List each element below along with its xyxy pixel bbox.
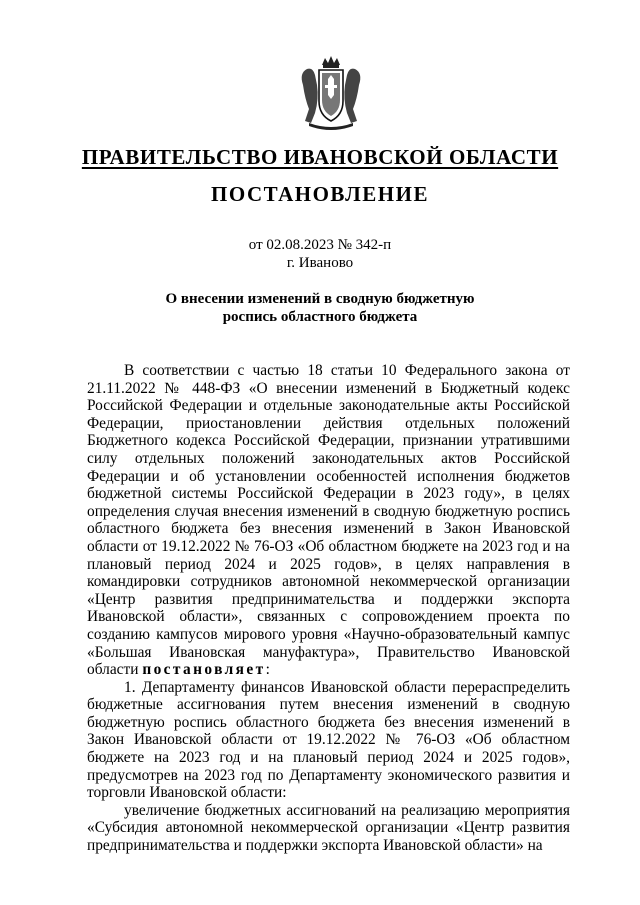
organization-name: ПРАВИТЕЛЬСТВО ИВАНОВСКОЙ ОБЛАСТИ: [81, 145, 559, 169]
document-date-number: от 02.08.2023 № 342-п: [248, 237, 392, 253]
document-type: ПОСТАНОВЛЕНИЕ: [211, 182, 429, 206]
coat-of-arms-icon: [295, 55, 367, 131]
document-body: [87, 362, 570, 855]
item-1-paragraph: 1. Департаменту финансов Ивановской области перераспределить бюджетные ассигнования путем внесения изменений в сводную бюджетную роспись областного бюджета без внесения изменений в Закон Ивановской области от 19.12.2022 № 76-ОЗ «Об областном бюджете на 2023 год и на плановый период 2024 и 2025 годов», предусмотрев на 2023 год по Департаменту экономического развития и торговли Ивановской области:: [87, 678, 570, 802]
decree-punctuation: :: [265, 661, 270, 679]
decree-word: постановляет: [142, 661, 266, 679]
document-title: О внесении изменений в сводную бюджетную роспись областного бюджета: [165, 291, 475, 325]
organization-title: [0, 144, 640, 170]
document-city: г. Иваново: [286, 255, 354, 271]
increase-paragraph: увеличение бюджетных ассигнований на реализацию мероприятия «Субсидия автономной некоммерческой организации «Центр развития предпринимательства и поддержки экспорта Ивановской области» на: [87, 801, 570, 855]
preamble-paragraph: [87, 362, 570, 679]
preamble-text: В соответствии с частью 18 статьи 10 Федерального закона от 21.11.2022 № 448-ФЗ «О внесении изменений в Бюджетный кодекс Российской Федерации и отдельные законодательные акты Российской Федерации, приостановлении действия отдельных положений Бюджетного кодекса Российской Федерации, признании утратившими силу отдельных положений законодательных актов Российской Федерации и об установлении особенностей исполнения бюджетов бюджетной системы Российской Федерации в 2023 году», в целях определения случая внесения изменений в сводную бюджетную роспись областного бюджета без внесения изменений в Закон Ивановской области от 19.12.2022 № 76-ОЗ «Об областном бюджете на 2023 год и на плановый период 2024 и 2025 годов», в целях направления в командировки сотрудников автономной некоммерческой организации «Центр развития предпринимательства и поддержки экспорта Ивановской области», связанных с сопровождением проекта по созданию кампусов мирового уровня «Научно-образовательный кампус «Большая Ивановская мануфактура», Правительство Ивановской области: [87, 362, 570, 679]
